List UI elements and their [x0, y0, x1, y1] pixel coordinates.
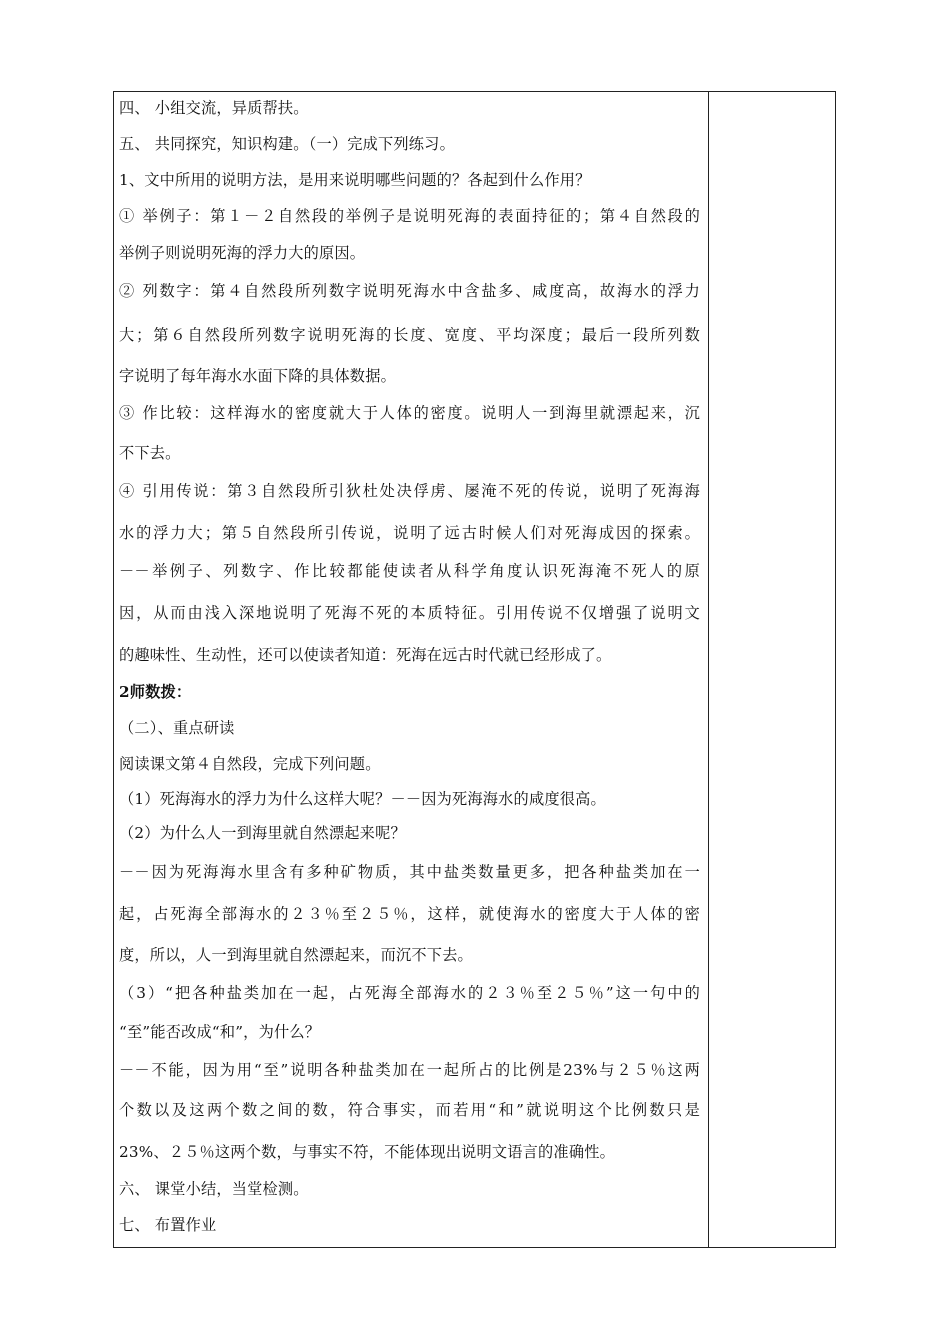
text-line: 七、 布置作业 [119, 1216, 217, 1234]
text-line: “至”能否改成“和”，为什么？ [119, 1023, 321, 1041]
text-line: 六、 课堂小结，当堂检测。 [119, 1180, 309, 1198]
text-line: 字说明了每年海水水面下降的具体数据。 [119, 367, 396, 385]
lesson-content-cell [114, 92, 709, 1247]
text-line: （二）、重点研读 [119, 719, 235, 737]
text-line: 不下去。 [119, 444, 181, 462]
text-line: ① 举例子：第１－２自然段的举例子是说明死海的表面持征的；第４自然段的 [119, 207, 700, 225]
text-line: 阅读课文第４自然段，完成下列问题。 [119, 755, 381, 773]
text-line: ② 列数字：第４自然段所列数字说明死海水中含盐多、咸度高，故海水的浮力 [119, 282, 700, 300]
text-line: 23%、２５％这两个数，与事实不符，不能体现出说明文语言的准确性。 [119, 1143, 615, 1161]
text-line: （1）死海海水的浮力为什么这样大呢？－－因为死海海水的咸度很高。 [119, 790, 606, 808]
text-line: －－举例子、列数字、作比较都能使读者从科学角度认识死海淹不死人的原 [119, 562, 700, 580]
text-line: 度，所以，人一到海里就自然漂起来，而沉不下去。 [119, 946, 473, 964]
lesson-table [113, 91, 836, 1248]
text-line: （3）“把各种盐类加在一起，占死海全部海水的２３％至２５％”这一句中的 [119, 984, 700, 1002]
text-line: ④ 引用传说：第３自然段所引狄杜处决俘虏、屡淹不死的传说，说明了死海海 [119, 482, 700, 500]
text-line: 的趣味性、生动性，还可以使读者知道：死海在远古时代就已经形成了。 [119, 646, 612, 664]
text-line: 个数以及这两个数之间的数，符合事实，而若用“和”就说明这个比例数只是 [119, 1101, 700, 1119]
text-line: 大；第６自然段所列数字说明死海的长度、宽度、平均深度；最后一段所列数 [119, 326, 700, 344]
text-line: －－因为死海海水里含有多种矿物质，其中盐类数量更多，把各种盐类加在一 [119, 863, 700, 881]
text-line: 五、 共同探究，知识构建。（一）完成下列练习。 [119, 135, 455, 153]
text-line: 水的浮力大；第５自然段所引传说，说明了远古时候人们对死海成因的探索。 [119, 524, 700, 542]
text-line: 举例子则说明死海的浮力大的原因。 [119, 244, 366, 262]
notes-cell [709, 92, 835, 1247]
text-line: 因，从而由浅入深地说明了死海不死的本质特征。引用传说不仅增强了说明文 [119, 604, 700, 622]
text-line: （2）为什么人一到海里就自然漂起来呢？ [119, 824, 406, 842]
text-line: ③ 作比较：这样海水的密度就大于人体的密度。说明人一到海里就漂起来，沉 [119, 404, 700, 422]
text-line: 起，占死海全部海水的２３％至２５％，这样，就使海水的密度大于人体的密 [119, 905, 700, 923]
text-line: －－不能，因为用“至”说明各种盐类加在一起所占的比例是23%与２５％这两 [119, 1061, 700, 1079]
text-line: 四、 小组交流，异质帮扶。 [119, 99, 309, 117]
text-line: 2师数拨： [119, 683, 192, 701]
text-line: 1、文中所用的说明方法，是用来说明哪些问题的？各起到什么作用？ [119, 171, 591, 189]
